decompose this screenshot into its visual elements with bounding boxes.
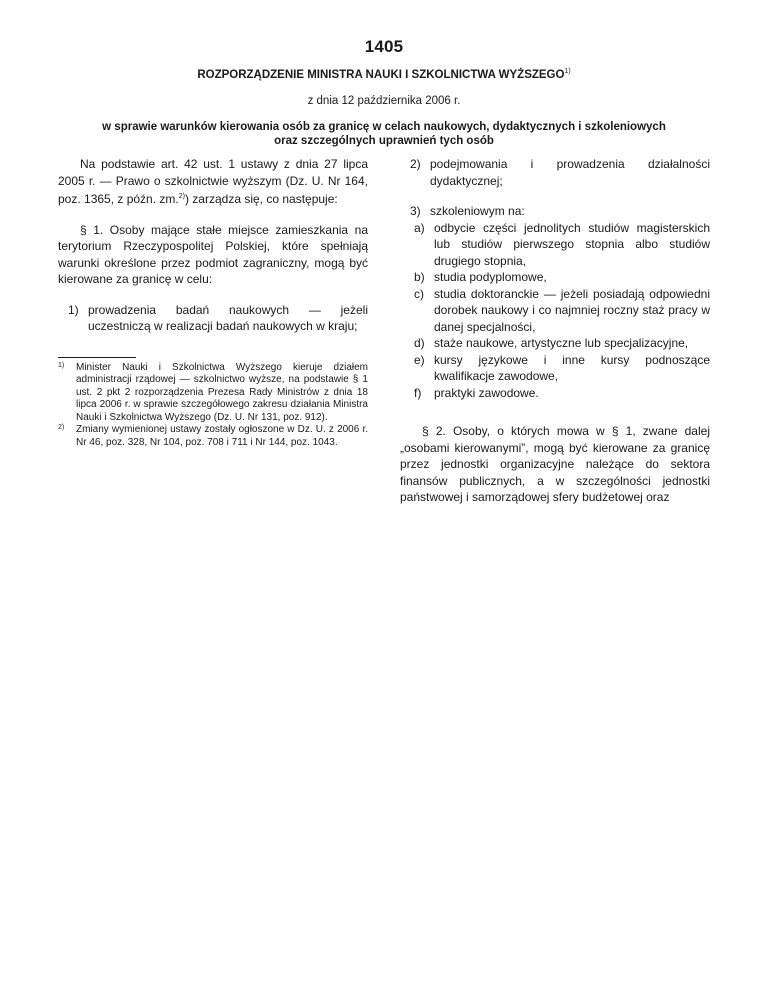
list-item-label: 1) (68, 302, 79, 317)
sub-item-text: kursy językowe i inne kursy podnoszące kwalifikacje zawodowe, (434, 352, 710, 383)
sub-item-text: staże naukowe, artystyczne lub specjalizacyjne, (434, 336, 689, 350)
sub-item-label: f) (414, 385, 422, 400)
sub-item-c (400, 286, 710, 336)
legal-basis-paragraph (58, 156, 368, 208)
sub-item-label: d) (414, 336, 425, 350)
sub-item-f (400, 385, 710, 402)
list-item-3 (400, 203, 710, 220)
sub-item-b (400, 269, 710, 286)
regulation-subject (60, 120, 708, 148)
footnote-ref-2: 2) (178, 193, 185, 200)
sub-item-label: a) (414, 220, 425, 235)
subject-line-1: w sprawie warunków kierowania osób za granicę w celach naukowych, dydaktycznych i szkoleniowych (102, 121, 666, 133)
sub-item-text: studia doktoranckie — jeżeli posiadają odpowiedni dorobek naukowy i co najmniej roczny staż pracy w danej specjalności, (434, 286, 710, 334)
regulation-date: z dnia 12 października 2006 r. (307, 95, 461, 107)
regulation-title-text: ROZPORZĄDZENIE MINISTRA NAUKI I SZKOLNICTWA WYŻSZEGO (197, 69, 565, 81)
sub-item-e (400, 352, 710, 385)
sub-item-text: odbycie części jednolitych studiów magisterskich lub studiów pierwszego stopnia albo studiów drugiego stopnia, (434, 220, 710, 268)
section-2-paragraph: § 2. Osoby, o których mowa w § 1, zwane dalej „osobami kierowanymi”, mogą być kierowane za granicę przez jednostki organizacyjne należące do sektora finansów publicznych, a w szczególności jednostki państwowej i samorządowej sfery budżetowej oraz (400, 424, 710, 504)
list-item-text: prowadzenia badań naukowych — jeżeli uczestniczą w realizacji badań naukowych w kraju; (88, 302, 368, 333)
list-item-text: podejmowania i prowadzenia działalności dydaktycznej; (430, 157, 710, 188)
footnote-divider (58, 357, 136, 358)
footnote-label: 2) (58, 424, 65, 431)
subject-line-2: oraz szczególnych uprawnień tych osób (274, 135, 494, 147)
document-number: 1405 (364, 37, 404, 56)
sub-item-a (400, 220, 710, 270)
sub-item-label: c) (414, 286, 424, 301)
right-column (400, 156, 710, 506)
footnote-2 (58, 424, 368, 449)
sub-item-d (400, 335, 710, 352)
regulation-title (0, 68, 768, 81)
left-column (58, 156, 368, 449)
footnote-text: Minister Nauki i Szkolnictwa Wyższego kieruje działem administracji rządowej — szkolnictwo wyższe, na podstawie § 1 ust. 2 pkt 2 rozporządzenia Prezesa Rady Ministrów z dnia 18 lipca 2006 r. w sprawie szczegółowego zakresu działania Ministra Nauki i Szkolnictwa Wyższego (Dz. U. Nr 131, poz. 912). (76, 361, 368, 423)
sub-item-label: e) (414, 352, 425, 367)
list-item-label: 2) (410, 157, 421, 171)
footnote-label: 1) (58, 361, 65, 369)
list-item-label: 3) (410, 204, 421, 218)
sub-item-text: studia podyplomowe, (434, 270, 547, 284)
title-footnote-ref: 1) (564, 68, 571, 75)
footnote-text: Zmiany wymienionej ustawy zostały ogłoszone w Dz. U. z 2006 r. Nr 46, poz. 328, Nr 104, poz. 708 i 711 i Nr 144, poz. 1043. (76, 424, 368, 448)
list-item-text: szkoleniowym na: (430, 204, 525, 218)
sub-item-text: praktyki zawodowe. (434, 385, 539, 400)
list-item-2 (400, 156, 710, 189)
sub-item-label: b) (414, 270, 425, 284)
footnote-1 (58, 362, 368, 425)
legal-basis-text-end: ) zarządza się, co następuje: (184, 192, 338, 206)
legal-basis-text: Na podstawie art. 42 ust. 1 ustawy z dnia 27 lipca 2005 r. — Prawo o szkolnictwie wyższym (Dz. U. Nr 164, poz. 1365, z późn. zm. (58, 157, 368, 206)
list-item-1 (58, 302, 368, 335)
section-1-paragraph: § 1. Osoby mające stałe miejsce zamieszkania na terytorium Rzeczypospolitej Polskiej, które spełniają warunki określone przez podmiot zagraniczny, mogą być kierowane za granicę w celu: (58, 222, 368, 286)
